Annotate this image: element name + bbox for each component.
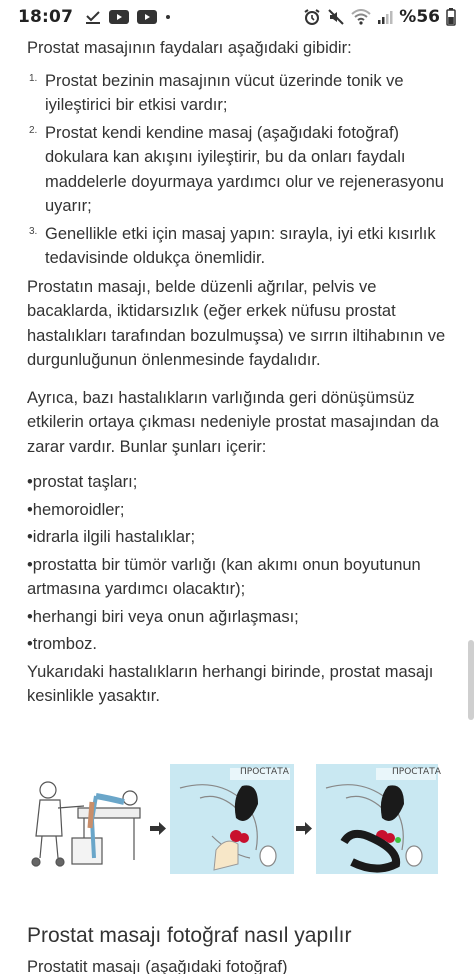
- dot-icon: [165, 10, 171, 24]
- signal-icon: [377, 9, 393, 25]
- list-item: [29, 69, 447, 118]
- list-item-text: Prostat kendi kendine masaj (aşağıdaki fotoğraf) dokulara kan akışını iyileştirir, bu da onları faydalı maddelerle doyurmaya yardımcı olur ve rejenerasyonu uyarır;: [45, 123, 444, 215]
- mute-icon: [327, 8, 345, 26]
- next-paragraph: Prostatit masajı (aşağıdaki fotoğraf): [27, 958, 288, 974]
- scrollbar-thumb[interactable]: [468, 640, 474, 720]
- paragraph-benefits: Prostatın masajı, belde düzenli ağrılar, pelvis ve bacaklarda, iktidarsızlık (eğer erkek nüfusu prostat hastalıkları tarafından bozulmuşsa) ve sırrın iltihabının ve durgunluğunun önlenmesinde faydalıdır.: [27, 277, 446, 369]
- wifi-icon: [351, 9, 371, 25]
- download-done-icon: [85, 10, 101, 24]
- article-body: [27, 36, 447, 709]
- contraindications-list: [27, 470, 447, 657]
- list-item: •herhangi biri veya onun ağırlaşması;: [27, 607, 299, 626]
- illustration-label-1: ПРОСТАТА: [240, 767, 289, 777]
- list-item: •prostatta bir tümör varlığı (kan akımı onun boyutunun artmasına yardımcı olacaktır);: [27, 555, 421, 598]
- alarm-icon: [303, 8, 321, 26]
- section-heading: Prostat masajı fotoğraf nasıl yapılır: [27, 924, 352, 947]
- arrow-icon: [150, 822, 166, 835]
- arrow-icon: [296, 822, 312, 835]
- intro-text: Prostat masajının faydaları aşağıdaki gibidir:: [27, 39, 352, 57]
- youtube-icon: [109, 10, 129, 24]
- list-item-text: Genellikle etki için masaj yapın: sırayla, iyi etki kısırlık tedavisinde oldukça önemlidir.: [45, 224, 436, 267]
- list-item: •hemoroidler;: [27, 500, 125, 519]
- list-number: 2.: [29, 124, 38, 136]
- notification-icons: [85, 10, 171, 24]
- list-item-text: Prostat bezinin masajının vücut üzerinde tonik ve iyileştirici bir etkisi vardır;: [45, 71, 404, 114]
- list-item: •prostat taşları;: [27, 473, 138, 491]
- doctor-patient-sketch: [32, 782, 140, 866]
- battery-percent: %56: [399, 7, 440, 27]
- illustration-label-2: ПРОСТАТА: [392, 767, 441, 777]
- status-right: [303, 7, 456, 27]
- status-time: 18:07: [18, 7, 74, 27]
- massage-illustration: [0, 758, 474, 876]
- list-item: [29, 121, 447, 219]
- list-number: 3.: [29, 225, 38, 237]
- paragraph-prohibition: Yukarıdaki hastalıkların herhangi birinde, prostat masajı kesinlikle yasaktır.: [27, 662, 434, 705]
- list-item: •tromboz.: [27, 635, 97, 653]
- paragraph-harms: Ayrıca, bazı hastalıkların varlığında geri dönüşümsüz etkilerin ortaya çıkması nedeniyle prostat masajından da zarar vardır. Bunlar şunları içerir:: [27, 388, 439, 456]
- list-item: [29, 222, 447, 271]
- youtube-icon: [137, 10, 157, 24]
- battery-icon: [446, 8, 456, 26]
- benefits-list: [29, 69, 447, 271]
- list-number: 1.: [29, 72, 38, 84]
- status-bar: [0, 0, 474, 34]
- list-item: •idrarla ilgili hastalıklar;: [27, 528, 196, 546]
